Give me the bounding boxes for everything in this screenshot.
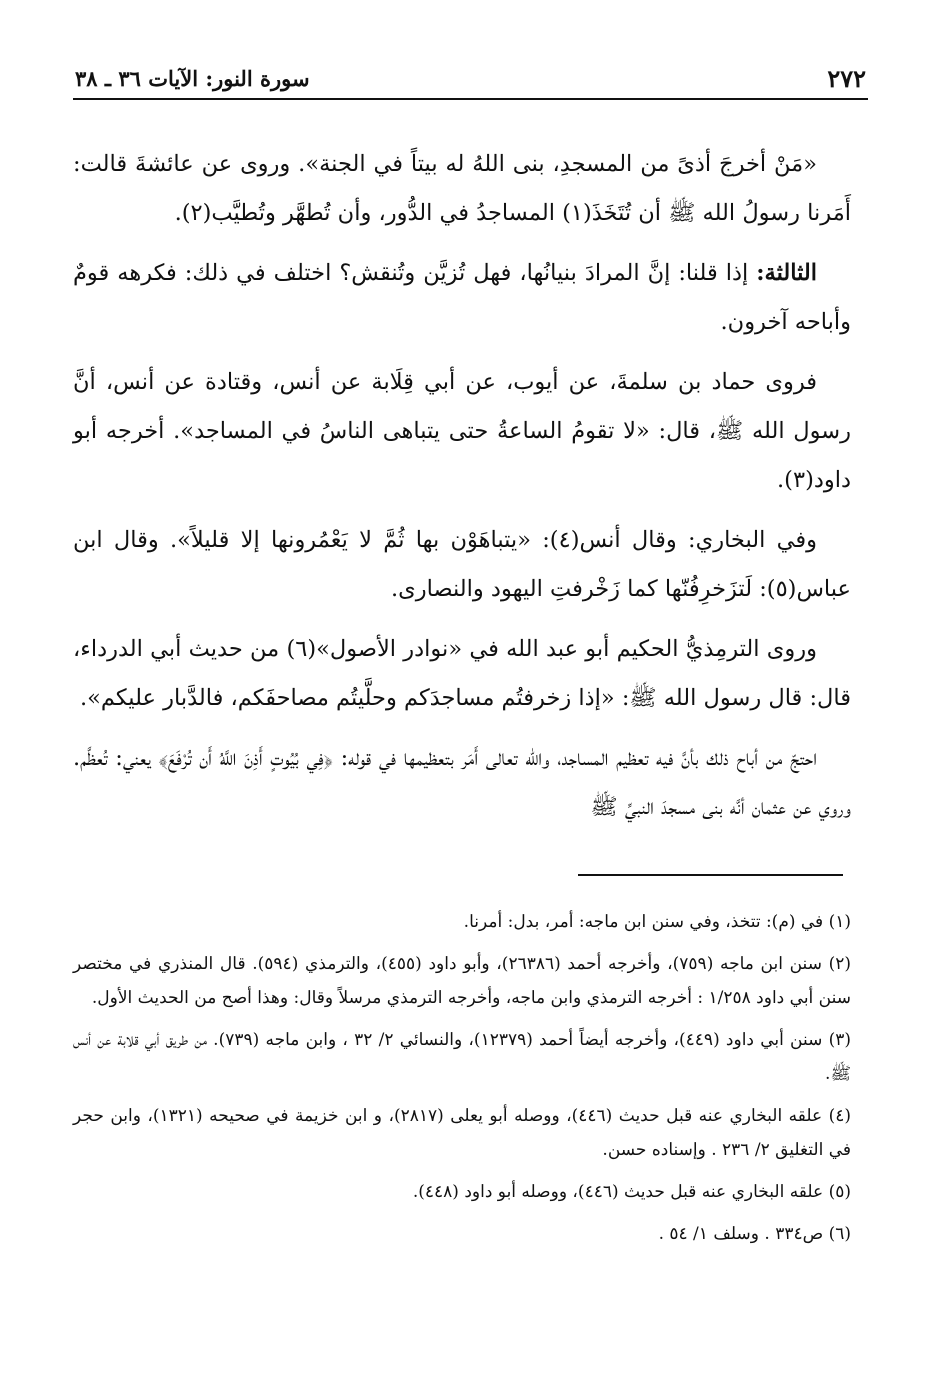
footnote: (٦) ص٣٣٤ . وسلف ١/ ٥٤ . (658, 1224, 851, 1244)
footnote: (٣) سنن أبي داود (٤٤٩)، وأخرجه أيضاً أحمد (١٢٣٧٩)، والنسائي ٢/ ٣٢ ، وابن ماجه (٧٣٩). من طريق أبي قلابة عن أنس ﷺ. (73, 1030, 852, 1084)
paragraph (73, 140, 851, 238)
page-number: ٢٧٢ (827, 64, 866, 93)
footnote: (١) في (م): تتخذ، وفي سنن ابن ماجه: أمر، بدل: أمرنا. (463, 912, 851, 932)
paragraph (73, 358, 851, 505)
paragraph (73, 734, 851, 832)
footnote-divider (578, 874, 843, 876)
paragraph-lead: الثالثة: (756, 260, 817, 286)
paragraph-text: «مَنْ أخرجَ أذىً من المسجدِ، بنى اللهُ له بيتاً في الجنة». وروى عن عائشةَ قالت: أَمَرنا رسولُ الله ﷺ أن تُتَخَذَ(١) المساجدُ في الدُّور، وأن تُطهَّر وتُطيَّب(٢). (73, 151, 851, 226)
footnote: (٢) سنن ابن ماجه (٧٥٩)، وأخرجه أحمد (٢٦٣٨٦)، وأبو داود (٤٥٥)، والترمذي (٥٩٤). قال المنذري في مختصر سنن أبي داود ١/٢٥٨ : أخرجه الترمذي وابن ماجه، وأخرجه الترمذي مرسلاً وقال: وهذا أصح من الحديث الأول. (73, 954, 852, 1008)
paragraph-text: وفي البخاري: وقال أنس(٤): «يتباهَوْن بها ثُمَّ لا يَعْمُرونها إلا قليلاً». وقال ابن عباس(٥): لَتزَخرِفُنّها كما زَخْرفتِ اليهود والنصارى. (73, 527, 851, 602)
footnote: (٤) علقه البخاري عنه قبل حديث (٤٤٦)، ووصله أبو يعلى (٢٨١٧)، و ابن خزيمة في صحيحه (١٣٢١)، وابن حجر في التغليق ٢/ ٢٣٦ . وإسناده حسن. (73, 1106, 851, 1160)
paragraph (73, 516, 851, 614)
main-text (73, 140, 851, 843)
footnote: (٥) علقه البخاري عنه قبل حديث (٤٤٦)، ووصله أبو داود (٤٤٨). (412, 1182, 851, 1202)
paragraph-text: فروى حماد بن سلمةَ، عن أيوب، عن أبي قِلَابة عن أنس، وقتادة عن أنس، أنَّ رسول الله ﷺ، قال: «لا تقومُ الساعةُ حتى يتباهى الناسُ في المساجد». أخرجه أبو داود(٣). (73, 369, 851, 493)
page-header (73, 62, 868, 100)
footnotes (73, 905, 851, 1259)
paragraph-text: وروى الترمِذيُّ الحكيم أبو عبد الله في «نوادر الأصول»(٦) من حديث أبي الدرداء، قال: قال رسول الله ﷺ: «إذا زخرفتُم مساجدَكم وحلَّيتُم مصاحفَكم، فالدَّبار عليكم». (73, 636, 851, 711)
paragraph (73, 249, 851, 347)
running-title: سورة النور: الآيات ٣٦ ـ ٣٨ (75, 66, 310, 91)
paragraph (73, 625, 851, 723)
paragraph-text: احتجّ من أباح ذلك بأنَّ فيه تعظيم المساجد، والله تعالى أَمَر بتعظيمها في قوله: ﴿فِي بُيُوتٍ أَذِنَ اللَّهُ أَن تُرْفَعَ﴾ يعني: تُعظَّم. وروي عن عثمان أنَّه بنى مسجدَ النبيِّ ﷺ (73, 745, 851, 820)
paragraph-text: إذا قلنا: إنَّ المرادَ بنيانُها، فهل تُزيَّن وتُنقش؟ اختلف في ذلك: فكرهه قومٌ وأباحه آخرون. (73, 260, 851, 335)
